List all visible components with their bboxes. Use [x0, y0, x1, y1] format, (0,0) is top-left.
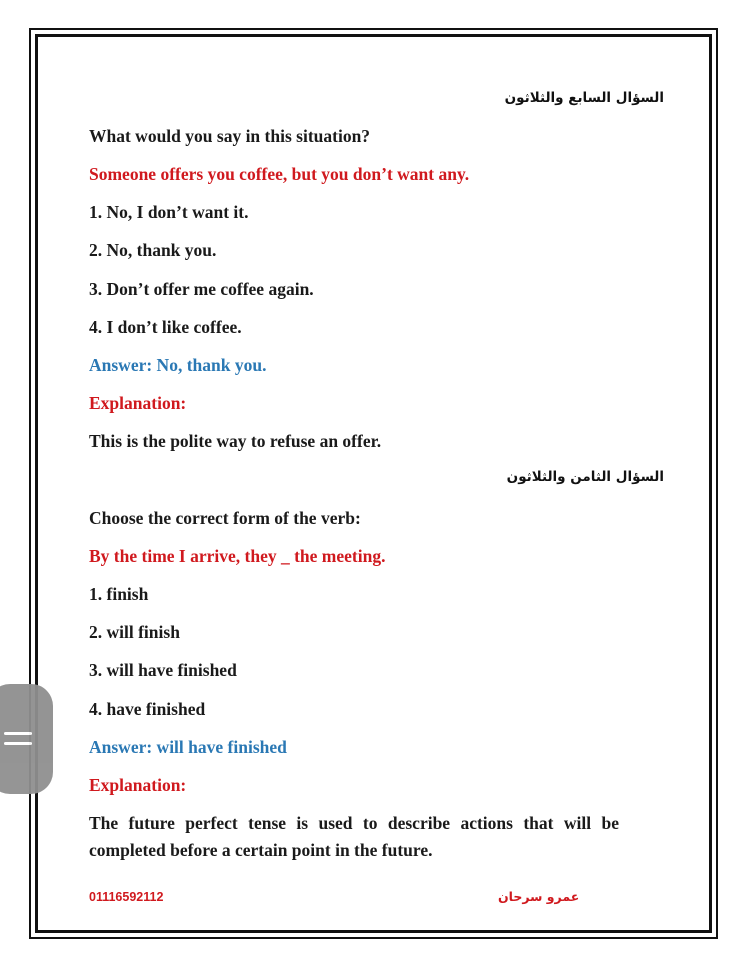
q37-explanation-label: Explanation:	[89, 393, 187, 413]
q37-option-2: 2. No, thank you.	[89, 240, 217, 260]
q37-heading: السؤال السابع والثلاثون	[504, 90, 664, 106]
handle-grip-icon	[4, 742, 32, 745]
handle-grip-icon	[4, 732, 32, 735]
q38-answer: Answer: will have finished	[89, 737, 287, 757]
q38-prompt: Choose the correct form of the verb:	[89, 508, 361, 528]
q38-option-2: 2. will finish	[89, 622, 180, 642]
q38-explanation: The future perfect tense is used to describe actions that will be completed before a certain point in the future.	[89, 813, 619, 860]
q37-option-4: 4. I don’t like coffee.	[89, 317, 242, 337]
q38-option-4: 4. have finished	[89, 699, 206, 719]
q38-heading: السؤال الثامن والثلاثون	[506, 469, 664, 485]
side-drawer-handle[interactable]	[0, 684, 53, 794]
q38-option-1: 1. finish	[89, 584, 149, 604]
q38-option-3: 3. will have finished	[89, 660, 237, 680]
q38-explanation-label: Explanation:	[89, 775, 187, 795]
q37-stem: Someone offers you coffee, but you don’t want any.	[89, 164, 470, 184]
footer-author: عمرو سرحان	[498, 889, 580, 904]
q37-option-1: 1. No, I don’t want it.	[89, 202, 249, 222]
q37-prompt: What would you say in this situation?	[89, 126, 371, 146]
q38-stem: By the time I arrive, they _ the meeting.	[89, 546, 386, 566]
q37-option-3: 3. Don’t offer me coffee again.	[89, 279, 314, 299]
footer-phone: 01116592112	[89, 890, 164, 904]
q37-explanation: This is the polite way to refuse an offer.	[89, 431, 382, 451]
q37-answer: Answer: No, thank you.	[89, 355, 267, 375]
